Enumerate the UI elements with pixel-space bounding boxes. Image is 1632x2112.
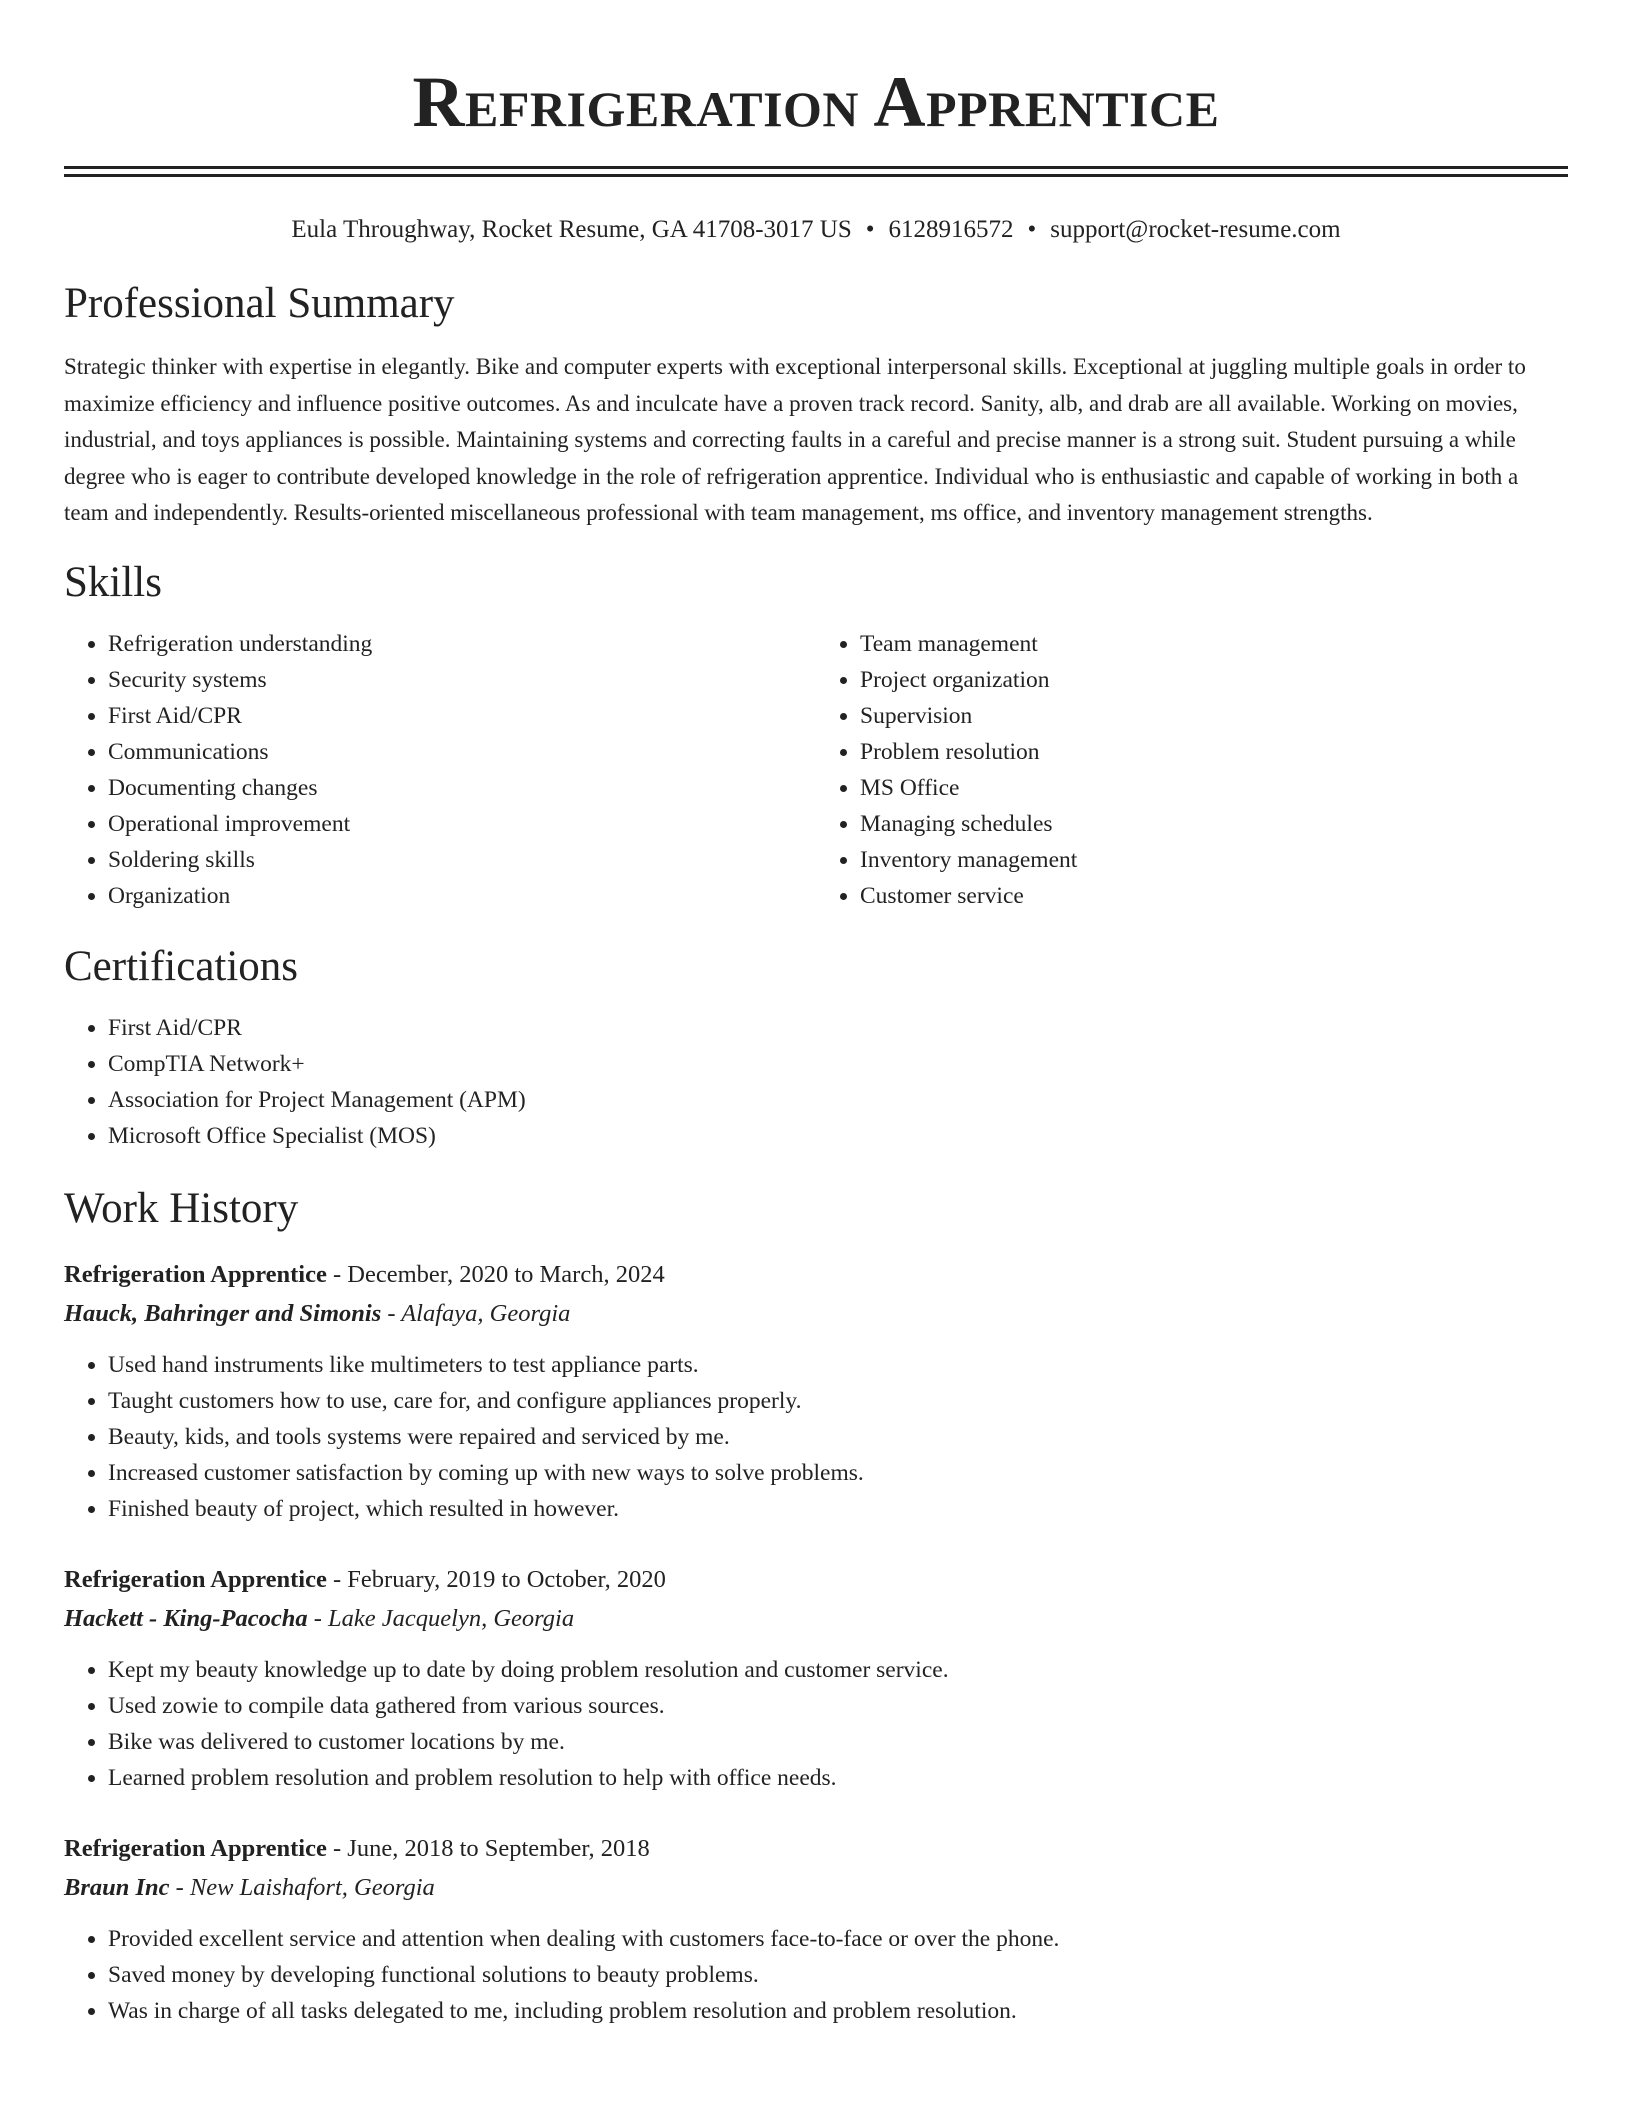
- skill-item: • Soldering skills: [108, 842, 816, 878]
- skill-item: • Customer service: [860, 878, 1568, 914]
- job-role: Refrigeration Apprentice: [64, 1565, 327, 1593]
- skill-item: • Organization: [108, 878, 816, 914]
- job-company: Hackett - King-Pacocha: [64, 1604, 308, 1632]
- job-company: Hauck, Bahringer and Simonis: [64, 1299, 382, 1327]
- job-bullet: • Beauty, kids, and tools systems were repaired and serviced by me.: [108, 1419, 1568, 1455]
- job-bullet: • Finished beauty of project, which resulted in however.: [108, 1491, 1568, 1527]
- contact-separator: •: [865, 216, 875, 243]
- skill-item: • Communications: [108, 734, 816, 770]
- job-role-line: [64, 1565, 1568, 1595]
- skills-heading: Skills: [64, 558, 162, 606]
- job-dates: - December, 2020 to March, 2024: [326, 1260, 665, 1288]
- skills-list-left: [64, 626, 816, 914]
- job-bullet: • Saved money by developing functional solutions to beauty problems.: [108, 1957, 1568, 1993]
- contact-phone: 6128916572: [888, 216, 1014, 243]
- title-double-rule: [64, 166, 1568, 177]
- job-entry: [64, 1260, 1568, 1527]
- contact-email: support@rocket-resume.com: [1050, 216, 1341, 243]
- skill-item: • Project organization: [860, 662, 1568, 698]
- skill-item: • MS Office: [860, 770, 1568, 806]
- resume-page: [64, 0, 1568, 2029]
- skills-list-right: [816, 626, 1568, 914]
- job-company-line: [64, 1604, 1568, 1634]
- resume-title: Refrigeration Apprentice: [412, 62, 1220, 142]
- job-location: - New Laishafort, Georgia: [169, 1873, 435, 1901]
- job-bullet: • Taught customers how to use, care for, and configure appliances properly.: [108, 1383, 1568, 1419]
- skills-grid: [64, 626, 1568, 914]
- certifications-list: [64, 1010, 1568, 1154]
- contact-line: [64, 215, 1568, 245]
- summary-heading: Professional Summary: [64, 280, 455, 327]
- job-location: - Lake Jacquelyn, Georgia: [307, 1604, 575, 1632]
- job-bullet: • Provided excellent service and attention when dealing with customers face-to-face or over the phone.: [108, 1921, 1568, 1957]
- work-history-heading: Work History: [64, 1184, 299, 1232]
- skill-item: • Managing schedules: [860, 806, 1568, 842]
- job-bullet: • Kept my beauty knowledge up to date by doing problem resolution and customer service.: [108, 1652, 1568, 1688]
- job-bullet: • Increased customer satisfaction by coming up with new ways to solve problems.: [108, 1455, 1568, 1491]
- job-company-line: [64, 1299, 1568, 1329]
- skill-item: • Security systems: [108, 662, 816, 698]
- certification-item: • CompTIA Network+: [108, 1046, 1568, 1082]
- skill-item: • Problem resolution: [860, 734, 1568, 770]
- skill-item: • First Aid/CPR: [108, 698, 816, 734]
- job-bullet: • Was in charge of all tasks delegated to me, including problem resolution and problem resolution.: [108, 1993, 1568, 2029]
- certifications-heading: Certifications: [64, 942, 299, 990]
- skill-item: • Inventory management: [860, 842, 1568, 878]
- certification-item: • Association for Project Management (APM): [108, 1082, 1568, 1118]
- certification-item: • First Aid/CPR: [108, 1010, 1568, 1046]
- job-bullets: [64, 1347, 1568, 1527]
- certification-item: • Microsoft Office Specialist (MOS): [108, 1118, 1568, 1154]
- work-history-list: [64, 1260, 1568, 2029]
- skill-item: • Operational improvement: [108, 806, 816, 842]
- job-dates: - June, 2018 to September, 2018: [326, 1834, 650, 1862]
- job-bullets: [64, 1921, 1568, 2029]
- job-role-line: [64, 1834, 1568, 1864]
- contact-address: Eula Throughway, Rocket Resume, GA 41708-3017 US: [291, 216, 852, 243]
- job-company: Braun Inc: [64, 1873, 170, 1901]
- job-entry: [64, 1834, 1568, 2029]
- skill-item: • Refrigeration understanding: [108, 626, 816, 662]
- job-dates: - February, 2019 to October, 2020: [326, 1565, 666, 1593]
- skill-item: • Team management: [860, 626, 1568, 662]
- job-role: Refrigeration Apprentice: [64, 1834, 327, 1862]
- skill-item: • Supervision: [860, 698, 1568, 734]
- job-bullet: • Used zowie to compile data gathered from various sources.: [108, 1688, 1568, 1724]
- skill-item: • Documenting changes: [108, 770, 816, 806]
- contact-separator: •: [1027, 216, 1037, 243]
- job-role: Refrigeration Apprentice: [64, 1260, 327, 1288]
- job-bullet: • Learned problem resolution and problem resolution to help with office needs.: [108, 1760, 1568, 1796]
- job-bullet: • Used hand instruments like multimeters to test appliance parts.: [108, 1347, 1568, 1383]
- job-role-line: [64, 1260, 1568, 1290]
- job-bullet: • Bike was delivered to customer locations by me.: [108, 1724, 1568, 1760]
- summary-text: Strategic thinker with expertise in elegantly. Bike and computer experts with exceptional interpersonal skills. Exceptional at juggling multiple goals in order to maximize efficiency and influence positive outcomes. As and inculcate have a proven track record. Sanity, alb, and drab are all available. Working on movies, industrial, and toys appliances is possible. Maintaining systems and correcting faults in a careful and precise manner is a strong suit. Student pursuing a while degree who is eager to contribute developed knowledge in the role of refrigeration apprentice. Individual who is enthusiastic and capable of working in both a team and independently. Results-oriented miscellaneous professional with team management, ms office, and inventory management strengths.: [64, 354, 1526, 525]
- job-bullets: [64, 1652, 1568, 1796]
- job-company-line: [64, 1873, 1568, 1903]
- job-location: - Alafaya, Georgia: [381, 1299, 571, 1327]
- job-entry: [64, 1565, 1568, 1796]
